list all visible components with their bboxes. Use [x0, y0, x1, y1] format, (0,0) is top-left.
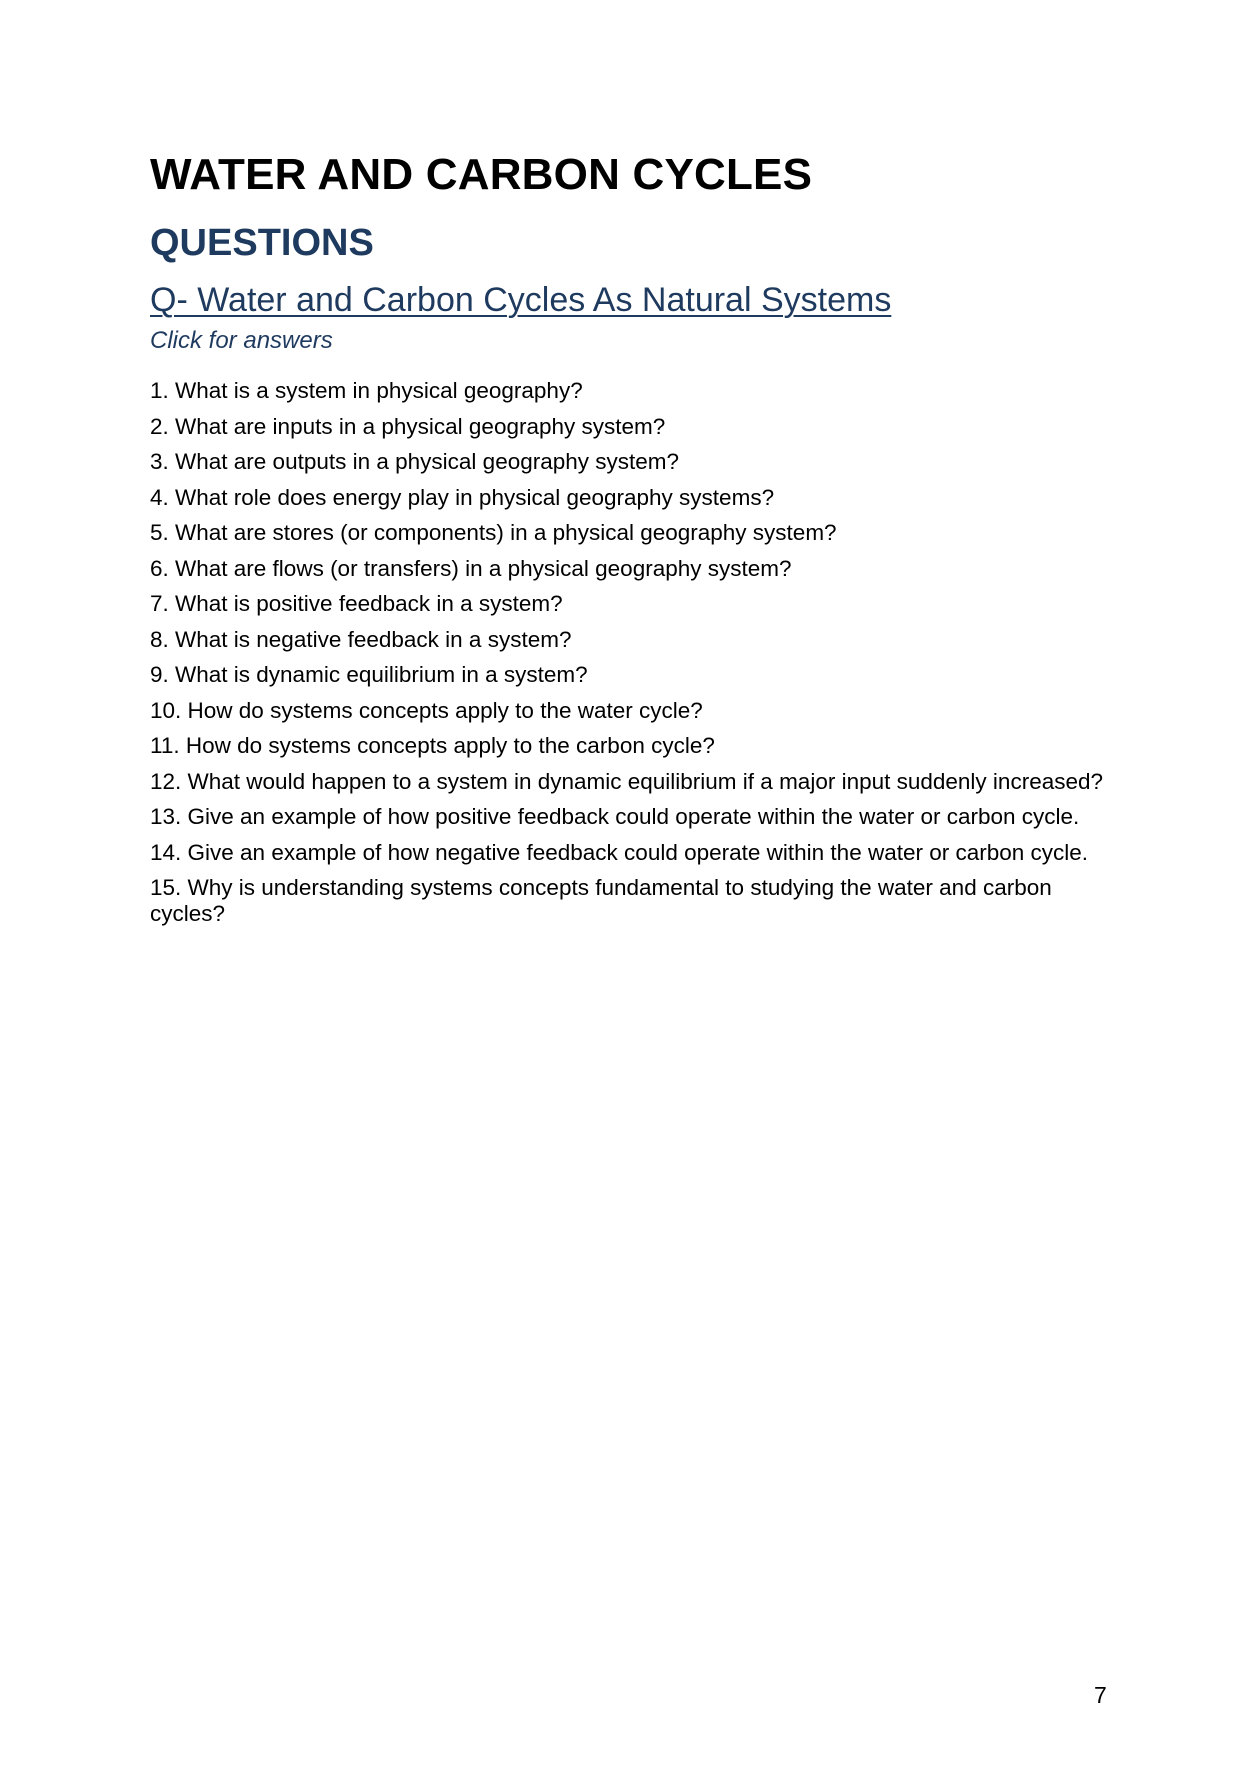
page-number: 7	[1094, 1682, 1107, 1708]
question-item: 4. What role does energy play in physical geography systems?	[150, 484, 775, 510]
question-item: 10. How do systems concepts apply to the water cycle?	[150, 697, 703, 723]
document-page	[150, 148, 1110, 937]
question-item: 3. What are outputs in a physical geography system?	[150, 449, 680, 474]
question-item: 1. What is a system in physical geography?	[150, 378, 583, 403]
answers-link[interactable]: Click for answers	[150, 327, 333, 354]
question-item: 7. What is positive feedback in a system?	[150, 591, 563, 616]
question-item: 12. What would happen to a system in dynamic equilibrium if a major input suddenly increased?	[150, 768, 1104, 794]
document-title: WATER AND CARBON CYCLES	[150, 150, 813, 199]
question-item: 9. What is dynamic equilibrium in a system?	[150, 662, 588, 687]
questions-list	[150, 378, 1110, 927]
question-item: 2. What are inputs in a physical geography system?	[150, 413, 666, 439]
question-item: 14. Give an example of how negative feedback could operate within the water or carbon cycle.	[150, 839, 1089, 865]
subsection-link[interactable]: Q- Water and Carbon Cycles As Natural Systems	[150, 281, 892, 319]
question-item: 6. What are flows (or transfers) in a physical geography system?	[150, 555, 792, 581]
section-heading: QUESTIONS	[150, 222, 374, 264]
question-item: 8. What is negative feedback in a system?	[150, 626, 572, 652]
question-item: 15. Why is understanding systems concepts fundamental to studying the water and carbon cycles?	[150, 875, 1052, 926]
question-item: 13. Give an example of how positive feedback could operate within the water or carbon cycle.	[150, 804, 1080, 829]
question-item: 5. What are stores (or components) in a physical geography system?	[150, 520, 837, 545]
question-item: 11. How do systems concepts apply to the carbon cycle?	[150, 733, 715, 758]
